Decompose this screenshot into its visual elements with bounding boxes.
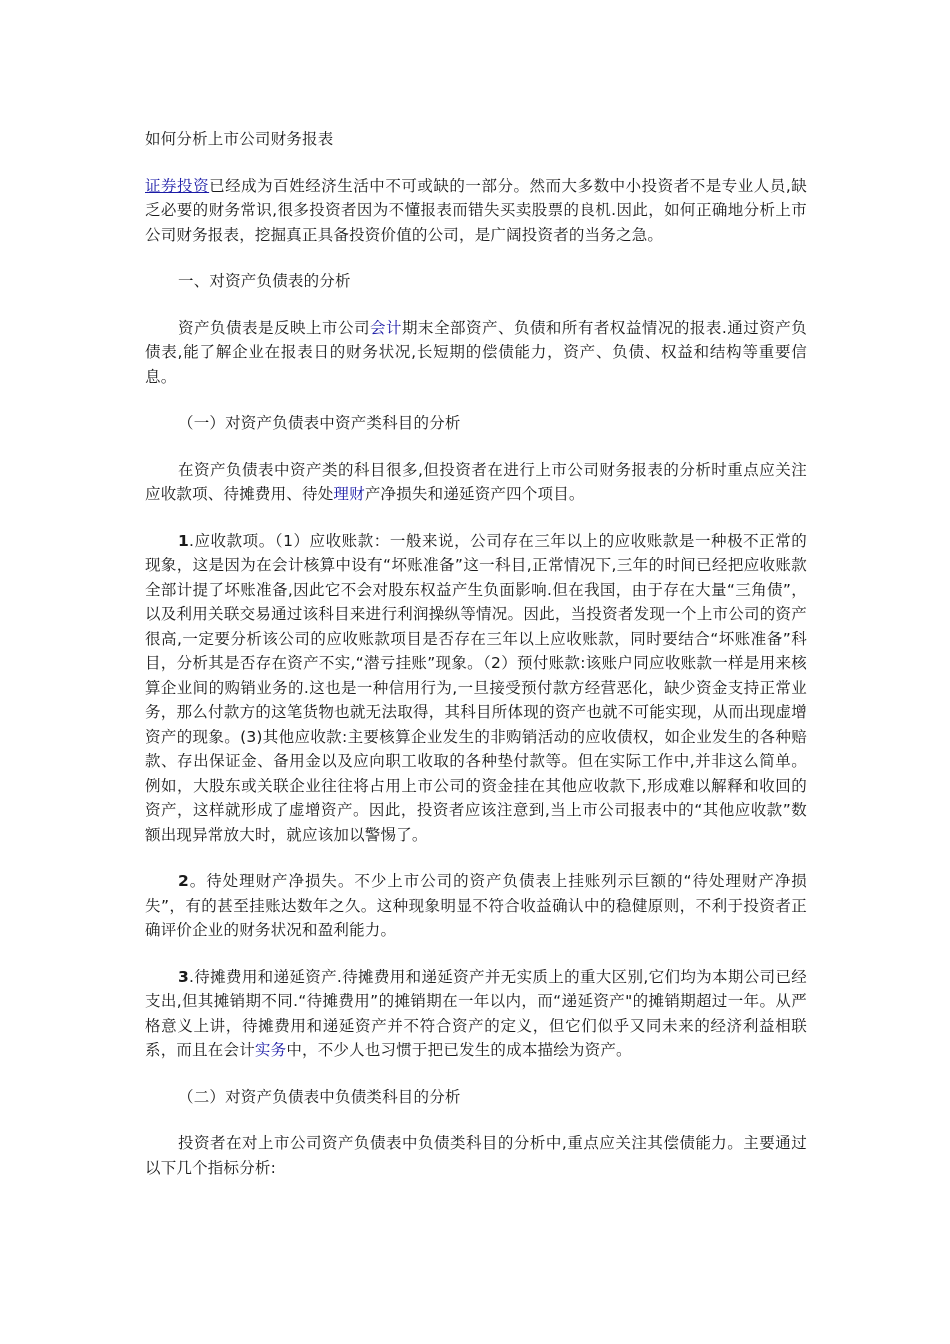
assets-paragraph — [145, 458, 807, 507]
item-number: 2 — [178, 872, 189, 890]
intro-text: 已经成为百姓经济生活中不可或缺的一部分。然而大多数中小投资者不是专业人员,缺乏必要的财务常识,很多投资者因为不懂报表而错失买卖股票的良机.因此，如何正确地分析上市公司财务报表，挖掘真正具备投资价值的公司，是广阔投资者的当务之急。 — [145, 176, 807, 244]
accounting-link[interactable]: 会计 — [369, 318, 402, 337]
item-pending-losses — [145, 869, 807, 943]
wealth-management-link[interactable]: 理财 — [333, 485, 365, 503]
item-text: 中，不少人也习惯于把已发生的成本描绘为资产。 — [286, 1041, 632, 1059]
section-heading-balance-sheet: 一、对资产负债表的分析 — [178, 272, 351, 290]
document-page — [145, 127, 807, 1202]
paragraph-text: 资产负债表是反映上市公司 — [178, 318, 370, 337]
item-number: 3 — [178, 967, 189, 986]
document-title: 如何分析上市公司财务报表 — [145, 130, 334, 148]
item-text: .应收款项。（1）应收账款：一般来说，公司存在三年以上的应收账款是一种极不正常的现象，这是因为在会计核算中设有“坏账准备”这一科目,正常情况下,三年的时间已经把应收账款全部计提了坏账准备,因此它不会对股东权益产生负面影响.但在我国，由于存在大量“三角债”，以及利用关联交易通过该科目来进行利润操纵等情况。因此，当投资者发现一个上市公司的资产很高,一定要分析该公司的应收账款项目是否存在三年以上应收账款，同时要结合“坏账准备”科目，分析其是否存在资产不实,“潜亏挂账”现象。（2）预付账款:该账户同应收账款一样是用来核算企业间的购销业务的.这也是一种信用行为,一旦接受预付款方经营恶化，缺少资金支持正常业务，那么付款方的这笔货物也就无法取得，其科目所体现的资产也就不可能实现，从而出现虚增资产的现象。(3)其他应收款:主要核算企业发生的非购销活动的应收债权，如企业发生的各种赔款、存出保证金、备用金以及应向职工收取的各种垫付款等。但在实际工作中,并非这么简单。例如，大股东或关联企业往往将占用上市公司的资金挂在其他应收款下,形成难以解释和收回的资产，这样就形成了虚增资产。因此，投资者应该注意到,当上市公司报表中的“其他应收款”数额出现异常放大时，就应该加以警惕了。 — [145, 531, 807, 844]
practice-link[interactable]: 实务 — [254, 1041, 287, 1059]
item-number: 1 — [178, 531, 189, 550]
item-deferred-assets — [145, 965, 807, 1063]
paragraph-text: 期末全部资产、负债和所有者权益情况的报表.通过资产负债表,能了解企业在报表日的财务状况,长短期的偿债能力，资产、负债、权益和结构等重要信息。 — [145, 318, 807, 386]
balance-sheet-paragraph — [145, 316, 807, 390]
item-receivables — [145, 529, 807, 848]
item-text: 。待处理财产净损失。不少上市公司的资产负债表上挂账列示巨额的“待处理财产净损失”，有的甚至挂账达数年之久。这种现象明显不符合收益确认中的稳健原则，不利于投资者正确评价企业的财务状况和盈利能力。 — [145, 872, 807, 939]
subsection-heading-liabilities: （二）对资产负债表中负债类科目的分析 — [178, 1087, 461, 1106]
securities-investment-link[interactable]: 证券投资 — [145, 176, 210, 195]
item-text: .待摊费用和递延资产.待摊费用和递延资产并无实质上的重大区别,它们均为本期公司已经支出,但其摊销期不同.“待摊费用”的摊销期在一年以内，而“递延资产"的摊销期超过一年。从严格意义上讲，待摊费用和递延资产并不符合资产的定义，但它们似乎又同未来的经济利益相联系，而且在会计 — [145, 967, 807, 1059]
paragraph-text: 在资产负债表中资产类的科目很多,但投资者在进行上市公司财务报表的分析时重点应关注应收款项、待摊费用、待处 — [145, 460, 807, 503]
subsection-heading-assets: （一）对资产负债表中资产类科目的分析 — [178, 414, 461, 432]
liabilities-paragraph: 投资者在对上市公司资产负债表中负债类科目的分析中,重点应关注其偿债能力。主要通过以下几个指标分析: — [145, 1134, 807, 1177]
intro-paragraph — [145, 174, 807, 248]
paragraph-text: 产净损失和递延资产四个项目。 — [364, 485, 585, 503]
